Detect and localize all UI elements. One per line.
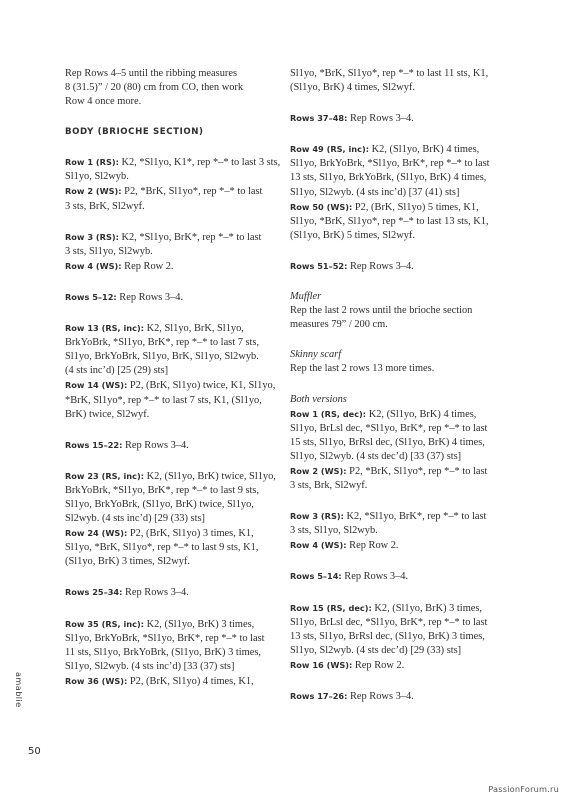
row-label: Rows 5–14: (290, 571, 342, 582)
row-text: K2, (Sl1yo, BrK) 4 times, (366, 408, 477, 420)
text-line (65, 498, 275, 512)
row-text: K2, (Sl1yo, BrK) 3 times, (144, 618, 255, 630)
text-line (65, 321, 275, 336)
text-line (290, 630, 500, 644)
instruction-block (290, 67, 500, 95)
text-line (65, 245, 275, 259)
row-label: Rows 51–52: (290, 260, 348, 271)
row-text: Rep Rows 3–4. (347, 260, 414, 272)
row-text: Sl2wyb. (4 sts inc’d) [29 (33) sts] (65, 513, 205, 525)
instruction-block (290, 393, 500, 494)
text-line (290, 111, 500, 126)
row-label: Rows 37–48: (290, 113, 348, 124)
text-line (290, 157, 500, 171)
row-text: P2, *BrK, Sl1yo*, rep *–* to last (346, 465, 488, 477)
row-text: 13 sts, Sl1yo, BrRsl dec, (Sl1yo, BrK) 3 times, (290, 630, 485, 642)
text-line (290, 450, 500, 464)
section-heading: BODY (BRIOCHE SECTION) (65, 127, 204, 138)
instruction-block (290, 601, 500, 673)
text-line (65, 541, 275, 555)
row-text: P2, (BrK, Sl1yo) 3 times, K1, (127, 528, 254, 540)
row-text: BrK) twice, Sl2wyf. (65, 408, 150, 420)
row-text: 3 sts, BrK, Sl2wyf. (65, 200, 145, 212)
row-label: Row 23 (RS, inc): (65, 470, 144, 481)
subheading-line (290, 393, 500, 407)
row-text: P2, (BrK, Sl1yo) twice, K1, Sl1yo, (127, 380, 276, 392)
row-label: Rows 25–34: (65, 587, 123, 598)
row-text: Rep Row 2. (121, 260, 174, 272)
row-text: Row 4 once more. (65, 96, 142, 108)
text-line (65, 95, 275, 109)
text-line (65, 184, 275, 199)
text-line (290, 601, 500, 616)
row-text: 13 sts, Sl1yo, BrkYoBrk, (Sl1yo, BrK) 4 times, (290, 172, 487, 184)
text-line (65, 632, 275, 646)
text-line (290, 464, 500, 479)
instruction-block (65, 290, 275, 305)
row-label: Row 2 (WS): (290, 465, 347, 476)
row-text: 15 sts, Sl1yo, BrRsl dec, (Sl1yo, BrK) 4 times, (290, 436, 485, 448)
text-line (65, 555, 275, 569)
row-label: Row 3 (RS): (65, 231, 119, 242)
text-line (65, 364, 275, 378)
instruction-block (65, 321, 275, 422)
subheading-line (290, 348, 500, 362)
text-line (290, 616, 500, 630)
row-label: Row 50 (WS): (290, 201, 353, 212)
text-line (290, 524, 500, 538)
row-text: 3 sts, Sl1yo, Sl2wyb. (65, 245, 153, 257)
text-line (290, 436, 500, 450)
text-line (65, 438, 275, 453)
row-text: P2, *BrK, Sl1yo*, rep *–* to last (121, 186, 263, 198)
instruction-block (290, 111, 500, 126)
row-text: Both versions (290, 393, 347, 405)
text-line (65, 394, 275, 408)
row-text: *BrK, Sl1yo*, rep *–* to last 7 sts, K1, (Sl1yo, (65, 394, 262, 406)
text-line (65, 646, 275, 660)
text-line (65, 350, 275, 364)
text-line (290, 538, 500, 553)
row-text: Sl1yo, Sl2wyb. (4 sts inc’d) [37 (41) sts] (290, 186, 460, 198)
row-label: Row 3 (RS): (290, 511, 344, 522)
text-line (65, 660, 275, 674)
row-label: Row 16 (WS): (290, 659, 353, 670)
row-text: Rep Rows 3–4. (116, 291, 184, 303)
row-text: Sl1yo, Sl2wyb. (4 sts inc’d) [33 (37) sts] (65, 660, 235, 672)
instruction-block (290, 509, 500, 553)
text-line (65, 259, 275, 274)
row-label: Row 1 (RS, dec): (290, 408, 367, 419)
row-text: Rep Rows 3–4. (122, 439, 189, 451)
row-text: K2, (Sl1yo, BrK) twice, Sl1yo, (144, 470, 276, 482)
text-line (290, 171, 500, 185)
subheading-line (290, 290, 500, 304)
row-label: Row 4 (WS): (65, 260, 122, 271)
text-line (290, 186, 500, 200)
instruction-block (65, 617, 275, 689)
text-line (65, 81, 275, 95)
row-text: Sl1yo, Sl2wyb. (4 sts dec’d) [33 (37) sts] (290, 450, 462, 462)
row-label: Row 24 (WS): (65, 528, 128, 539)
row-text: 8 (31.5)” / 20 (80) cm from CO, then work (65, 82, 244, 94)
text-line (65, 170, 275, 184)
instruction-block (290, 689, 500, 704)
text-line (290, 658, 500, 673)
row-text: K2, (Sl1yo, BrK) 3 times, (371, 602, 483, 614)
text-line (290, 509, 500, 524)
row-label: Rows 15–22: (65, 439, 123, 450)
instruction-block (65, 469, 275, 570)
text-line (65, 230, 275, 245)
row-text: Rep Row 2. (352, 659, 405, 671)
text-line (290, 200, 500, 215)
row-text: 3 sts, Brk, Sl2wyf. (290, 480, 368, 492)
instruction-block (65, 585, 275, 600)
row-label: Row 13 (RS, inc): (65, 323, 144, 334)
row-text: Rep the last 2 rows 13 more times. (290, 363, 435, 375)
row-text: (Sl1yo, BrK) 5 times, Sl2wyf. (290, 229, 415, 241)
row-text: Sl1yo, BrkYoBrk, (Sl1yo, BrK) twice, Sl1yo, (65, 498, 254, 510)
text-line (290, 569, 500, 584)
row-text: Muffler (290, 291, 322, 303)
text-line (65, 336, 275, 350)
row-text: Rep Rows 3–4. (341, 571, 409, 583)
text-line (290, 689, 500, 704)
row-text: P2, (BrK, Sl1yo) 5 times, K1, (352, 201, 479, 213)
row-text: K2, Sl1yo, BrK, Sl1yo, (144, 323, 244, 335)
row-text: Skinny scarf (290, 349, 342, 361)
text-line (290, 318, 500, 332)
instruction-block (290, 569, 500, 584)
text-line (65, 484, 275, 498)
row-text: Sl1yo, BrLsl dec, *Sl1yo, BrK*, rep *–* to last (290, 422, 488, 434)
text-line (65, 585, 275, 600)
page-number: 50 (28, 746, 41, 757)
text-line (65, 290, 275, 305)
row-text: Sl1yo, BrkYoBrk, *Sl1yo, BrK*, rep *–* to last (290, 158, 490, 170)
instruction-block (290, 259, 500, 274)
row-text: (Sl1yo, BrK) 4 times, Sl2wyf. (290, 82, 415, 94)
row-text: Rep Rows 3–4. (347, 691, 414, 702)
text-line (65, 526, 275, 541)
row-text: Sl1yo, Sl2wyb. (4 sts dec’d) [29 (33) sts] (290, 644, 462, 656)
brand-side-label: amablie (14, 672, 24, 708)
text-line (290, 362, 500, 376)
row-text: K2, *Sl1yo, BrK*, rep *–* to last (343, 511, 487, 523)
text-line (290, 215, 500, 229)
instruction-block (65, 155, 281, 213)
row-text: Rep the last 2 rows until the brioche section (290, 305, 473, 317)
row-text: Rep Rows 3–4. (122, 587, 189, 599)
row-label: Row 4 (WS): (290, 540, 347, 551)
watermark: PassionForum.ru (488, 784, 559, 794)
instruction-block (290, 348, 500, 376)
text-line (65, 378, 275, 393)
text-line (290, 142, 500, 157)
row-label: Rows 5–12: (65, 291, 117, 302)
text-line (290, 304, 500, 318)
text-line (290, 259, 500, 274)
text-line (290, 67, 500, 81)
row-text: measures 79” / 200 cm. (290, 319, 388, 331)
row-text: Sl1yo, BrkYoBrk, *Sl1yo, BrK*, rep *–* to last (65, 632, 265, 644)
row-label: Row 2 (WS): (65, 186, 122, 197)
row-label: Row 1 (RS): (65, 157, 119, 168)
row-text: Rep Row 2. (346, 540, 399, 552)
row-label: Rows 17–26: (290, 691, 348, 701)
right-column (290, 67, 500, 720)
instruction-block (65, 438, 275, 453)
row-text: BrkYoBrk, *Sl1yo, BrK*, rep *–* to last 9 sts, (65, 484, 260, 496)
row-text: Rep Rows 3–4. (347, 113, 414, 125)
row-label: Row 35 (RS, inc): (65, 618, 144, 629)
instruction-block (290, 290, 500, 332)
row-text: P2, (BrK, Sl1yo) 4 times, K1, (127, 675, 254, 687)
row-text: BrkYoBrk, *Sl1yo, BrK*, rep *–* to last 7 sts, (65, 337, 260, 349)
row-text: 3 sts, Sl1yo, Sl2wyb. (290, 525, 378, 537)
text-line (290, 229, 500, 243)
row-text: K2, *Sl1yo, BrK*, rep *–* to last (118, 231, 262, 243)
text-line (65, 512, 275, 526)
text-line (65, 200, 275, 214)
text-line (290, 644, 500, 658)
row-text: Sl1yo, *BrK, Sl1yo*, rep *–* to last 9 sts, K1, (65, 542, 259, 554)
row-label: Row 15 (RS, dec): (290, 602, 372, 613)
text-line (65, 674, 275, 689)
row-text: Sl1yo, *BrK, Sl1yo*, rep *–* to last 13 sts, K1, (290, 215, 489, 227)
row-text: Rep Rows 4–5 until the ribbing measures (65, 68, 238, 79)
row-text: (4 sts inc’d) [25 (29) sts] (65, 365, 169, 377)
left-column (65, 67, 281, 705)
row-text: K2, *Sl1yo, K1*, rep *–* to last 3 sts, (118, 157, 281, 169)
text-line (290, 422, 500, 436)
row-text: Sl1yo, BrLsl dec, *Sl1yo, BrK*, rep *–* to last (290, 616, 488, 628)
instruction-block (290, 142, 500, 243)
row-text: Sl1yo, BrkYoBrk, Sl1yo, BrK, Sl1yo, Sl2wyb. (65, 351, 259, 363)
row-text: K2, (Sl1yo, BrK) 4 times, (369, 144, 480, 156)
text-line (65, 408, 275, 422)
row-label: Row 36 (WS): (65, 675, 128, 686)
text-line (290, 81, 500, 95)
text-line (290, 479, 500, 493)
text-line (65, 155, 281, 170)
text-line (65, 67, 275, 81)
text-line (65, 469, 275, 484)
text-line (65, 617, 275, 632)
row-text: Sl1yo, Sl2wyb. (65, 171, 129, 183)
text-line (290, 407, 500, 422)
row-label: Row 49 (RS, inc): (290, 144, 369, 155)
row-text: (Sl1yo, BrK) 3 times, Sl2wyf. (65, 556, 190, 568)
row-text: Sl1yo, *BrK, Sl1yo*, rep *–* to last 11 sts, K1, (290, 68, 489, 79)
instruction-block (65, 67, 275, 109)
instruction-block (65, 230, 275, 274)
row-label: Row 14 (WS): (65, 380, 128, 391)
row-text: 11 sts, Sl1yo, BrkYoBrk, (Sl1yo, BrK) 3 times, (65, 646, 262, 658)
